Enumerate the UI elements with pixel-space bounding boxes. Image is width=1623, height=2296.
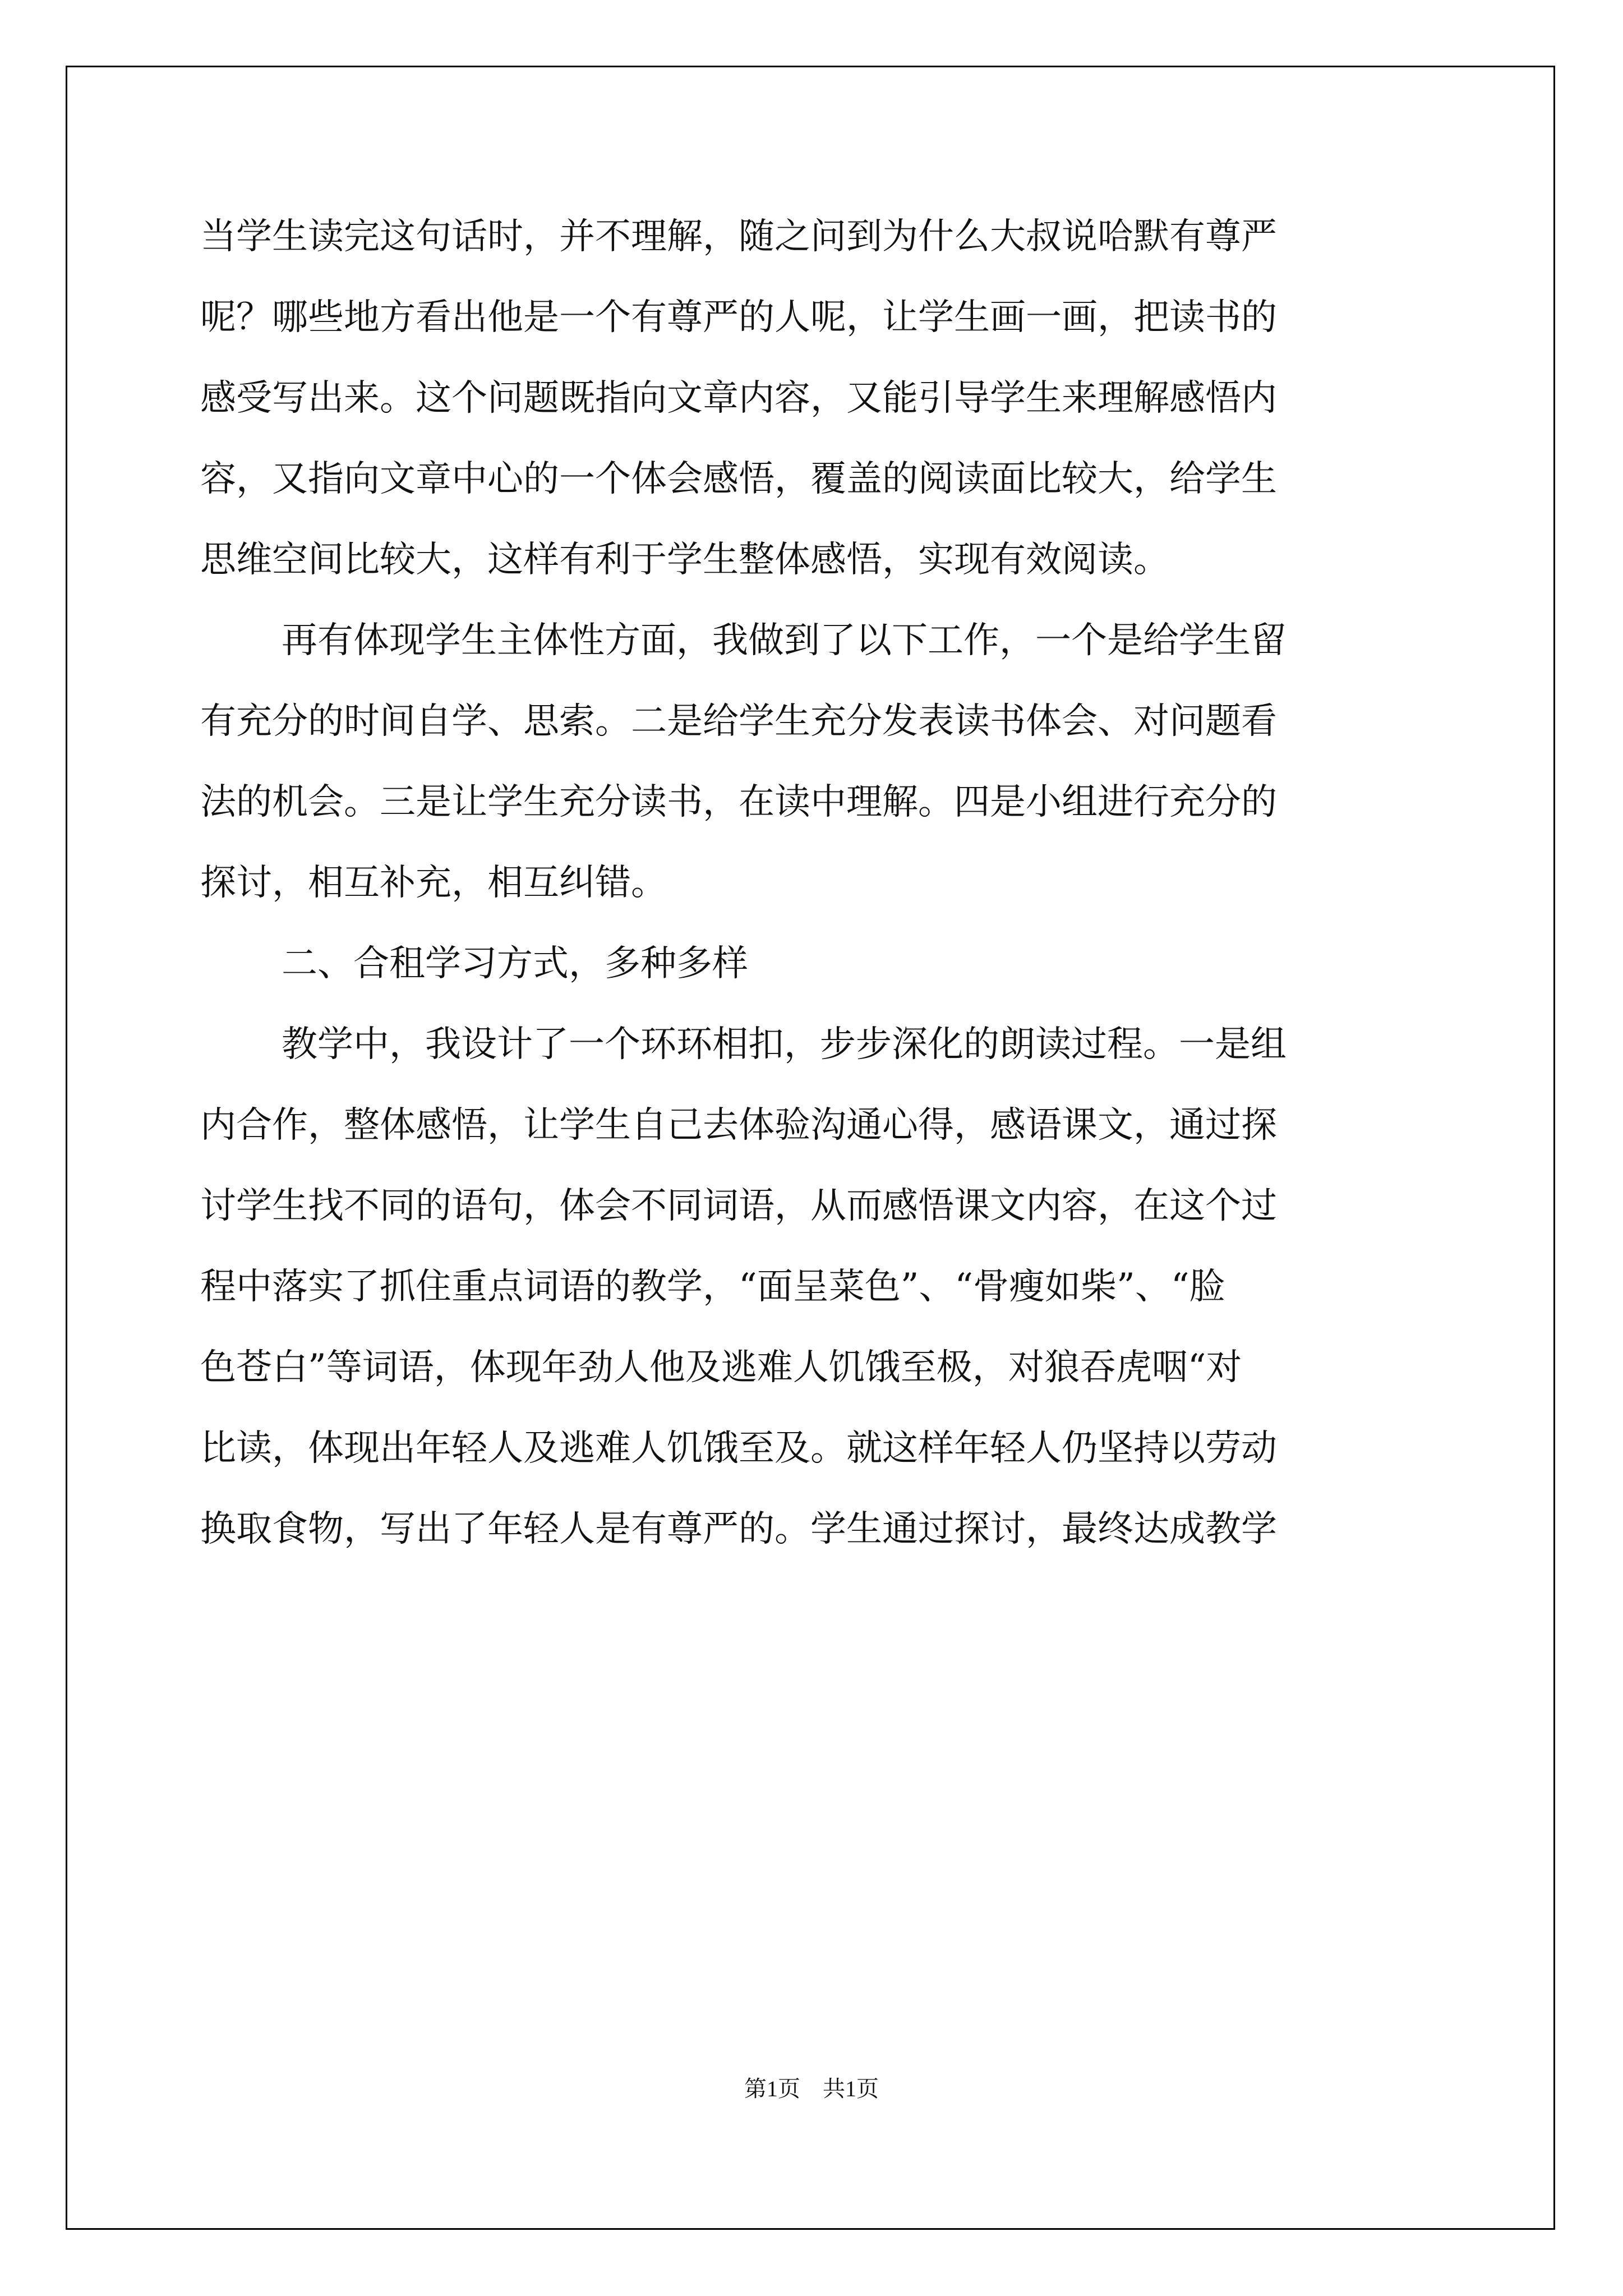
text-line: 容，又指向文章中心的一个体会感悟，覆盖的阅读面比较大，给学生 bbox=[200, 458, 1277, 500]
text-line: 思维空间比较大，这样有利于学生整体感悟，实现有效阅读。 bbox=[200, 539, 1169, 581]
text-line: 内合作，整体感悟，让学生自己去体验沟通心得，感语课文，通过探 bbox=[200, 1105, 1277, 1146]
text-line: 法的机会。三是让学生充分读书，在读中理解。四是小组进行充分的 bbox=[200, 781, 1277, 823]
text-line: 当学生读完这句话时，并不理解，随之问到为什么大叔说哈默有尊严 bbox=[200, 216, 1277, 257]
text-line: 再有体现学生主体性方面，我做到了以下工作，一个是给学生留 bbox=[282, 620, 1287, 661]
text-line: 比读，体现出年轻人及逃难人饥饿至及。就这样年轻人仍坚持以劳动 bbox=[200, 1428, 1277, 1469]
page-footer: 第1页 共1页 bbox=[744, 2076, 879, 2101]
text-line: 呢？哪些地方看出他是一个有尊严的人呢，让学生画一画，把读书的 bbox=[200, 297, 1277, 338]
text-line: 教学中，我设计了一个环环相扣，步步深化的朗读过程。一是组 bbox=[282, 1024, 1287, 1065]
text-line: 程中落实了抓住重点词语的教学，“面呈菜色”、“骨瘦如柴”、“脸 bbox=[200, 1266, 1225, 1308]
text-line: 讨学生找不同的语句，体会不同词语，从而感悟课文内容，在这个过 bbox=[200, 1185, 1277, 1227]
text-line: 换取食物，写出了年轻人是有尊严的。学生通过探讨，最终达成教学 bbox=[200, 1508, 1277, 1550]
section-heading: 二、合租学习方式，多种多样 bbox=[282, 943, 748, 984]
text-line: 色苍白”等词语，体现年劲人他及逃难人饥饿至极，对狼吞虎咽“对 bbox=[200, 1347, 1242, 1388]
text-line: 有充分的时间自学、思索。二是给学生充分发表读书体会、对问题看 bbox=[200, 701, 1277, 742]
text-line: 探讨，相互补充，相互纠错。 bbox=[200, 862, 667, 904]
text-line: 感受写出来。这个问题既指向文章内容，又能引导学生来理解感悟内 bbox=[200, 378, 1277, 419]
